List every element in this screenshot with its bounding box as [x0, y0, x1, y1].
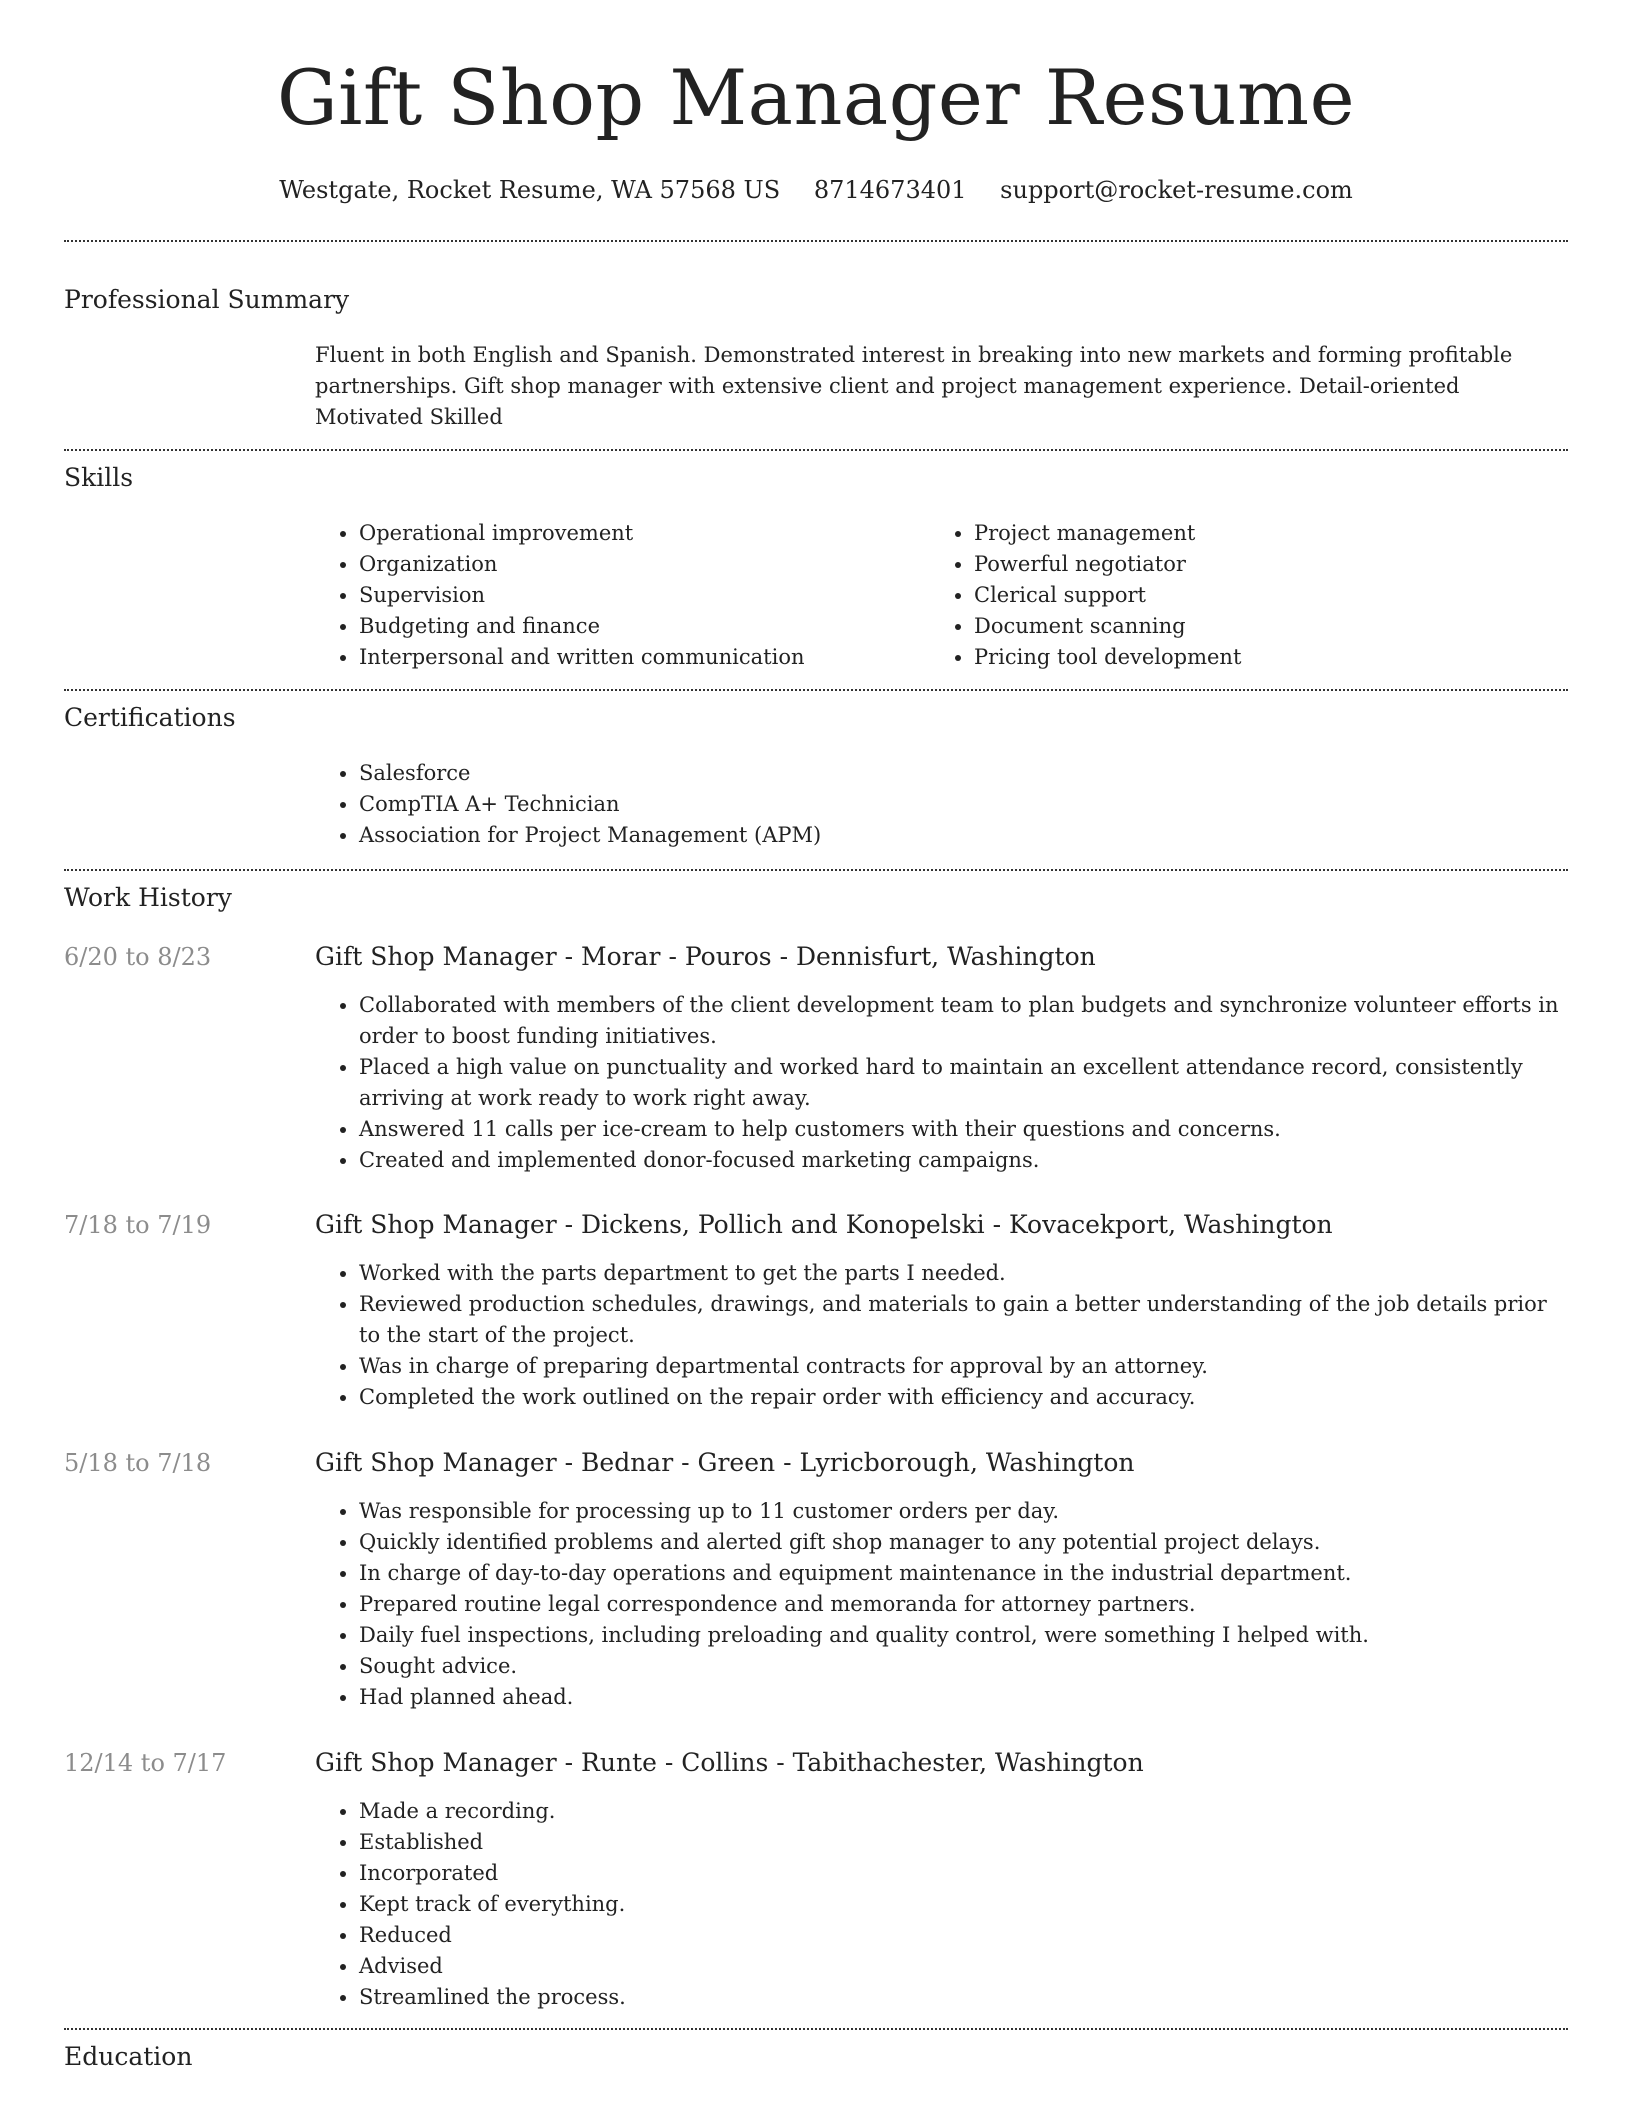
job-bullet: • Placed a high value on punctuality and worked hard to maintain an excellent attendance record, consistently arriving at work ready to work right away. — [359, 1052, 1565, 1114]
contact-address: Westgate, Rocket Resume, WA 57568 US — [279, 176, 781, 204]
job-bullet: • Incorporated — [359, 1858, 1565, 1889]
skills-list-right — [930, 518, 1550, 673]
job-bullet: • Reviewed production schedules, drawings, and materials to gain a better understanding of the job details prior to the start of the project. — [359, 1289, 1565, 1351]
skill-item: • Budgeting and finance — [359, 611, 915, 642]
certifications-list — [315, 758, 1565, 851]
job-bullet: • Answered 11 calls per ice-cream to help customers with their questions and concerns. — [359, 1114, 1565, 1145]
section-divider — [64, 869, 1568, 871]
job-bullet: • Advised — [359, 1951, 1565, 1982]
job-title: Gift Shop Manager - Dickens, Pollich and Konopelski - Kovacekport, Washington — [315, 1210, 1333, 1239]
certification-item: • Association for Project Management (APM) — [359, 820, 1565, 851]
job-title: Gift Shop Manager - Bednar - Green - Lyricborough, Washington — [315, 1448, 1135, 1477]
job-bullet: • Made a recording. — [359, 1796, 1565, 1827]
job-dates: 12/14 to 7/17 — [64, 1749, 227, 1777]
summary-heading: Professional Summary — [64, 285, 350, 314]
section-divider — [64, 449, 1568, 451]
job-bullets — [315, 990, 1565, 1176]
skills-heading: Skills — [64, 463, 134, 492]
job-dates: 6/20 to 8/23 — [64, 943, 212, 971]
skill-item: • Document scanning — [974, 611, 1550, 642]
job-bullet: • Collaborated with members of the client development team to plan budgets and synchronize volunteer efforts in order to boost funding initiatives. — [359, 990, 1565, 1052]
resume-title: Gift Shop Manager Resume — [276, 53, 1356, 142]
certification-item: • Salesforce — [359, 758, 1565, 789]
education-heading: Education — [64, 2042, 193, 2071]
job-bullet: • Completed the work outlined on the repair order with efficiency and accuracy. — [359, 1382, 1565, 1413]
job-title: Gift Shop Manager - Morar - Pouros - Dennisfurt, Washington — [315, 942, 1096, 971]
job-bullet: • In charge of day-to-day operations and equipment maintenance in the industrial department. — [359, 1558, 1565, 1589]
job-bullet: • Worked with the parts department to get the parts I needed. — [359, 1258, 1565, 1289]
job-bullets — [315, 1496, 1565, 1713]
contact-email[interactable]: support@rocket-resume.com — [1000, 176, 1353, 204]
skill-item: • Clerical support — [974, 580, 1550, 611]
skill-item: • Interpersonal and written communication — [359, 642, 915, 673]
job-bullet: • Established — [359, 1827, 1565, 1858]
job-dates: 5/18 to 7/18 — [64, 1449, 212, 1477]
job-bullet: • Quickly identified problems and alerted gift shop manager to any potential project delays. — [359, 1527, 1565, 1558]
contact-line — [0, 170, 1632, 210]
job-bullet: • Daily fuel inspections, including preloading and quality control, were something I helped with. — [359, 1620, 1565, 1651]
section-divider — [64, 689, 1568, 691]
job-bullet: • Sought advice. — [359, 1651, 1565, 1682]
job-title: Gift Shop Manager - Runte - Collins - Tabithachester, Washington — [315, 1748, 1144, 1777]
job-dates: 7/18 to 7/19 — [64, 1211, 212, 1239]
job-bullet: • Streamlined the process. — [359, 1982, 1565, 2013]
job-bullet: • Was in charge of preparing departmental contracts for approval by an attorney. — [359, 1351, 1565, 1382]
certifications-heading: Certifications — [64, 703, 236, 732]
job-bullet: • Was responsible for processing up to 11 customer orders per day. — [359, 1496, 1565, 1527]
section-divider — [64, 240, 1568, 242]
contact-phone: 8714673401 — [813, 176, 967, 204]
job-bullets — [315, 1796, 1565, 2013]
skill-item: • Powerful negotiator — [974, 549, 1550, 580]
certification-item: • CompTIA A+ Technician — [359, 789, 1565, 820]
skills-list-left — [315, 518, 915, 673]
skill-item: • Project management — [974, 518, 1550, 549]
job-bullet: • Had planned ahead. — [359, 1682, 1565, 1713]
skill-item: • Pricing tool development — [974, 642, 1550, 673]
job-bullet: • Reduced — [359, 1920, 1565, 1951]
section-divider — [64, 2028, 1568, 2030]
skill-item: • Supervision — [359, 580, 915, 611]
skill-item: • Organization — [359, 549, 915, 580]
job-bullet: • Kept track of everything. — [359, 1889, 1565, 1920]
work-history-heading: Work History — [64, 883, 232, 912]
summary-text: Fluent in both English and Spanish. Demonstrated interest in breaking into new markets and forming profitable partnerships. Gift shop manager with extensive client and project management experience. Detail-oriented Motivated Skilled — [315, 343, 1513, 429]
job-bullet: • Prepared routine legal correspondence and memoranda for attorney partners. — [359, 1589, 1565, 1620]
job-bullet: • Created and implemented donor-focused marketing campaigns. — [359, 1145, 1565, 1176]
job-bullets — [315, 1258, 1565, 1413]
skill-item: • Operational improvement — [359, 518, 915, 549]
